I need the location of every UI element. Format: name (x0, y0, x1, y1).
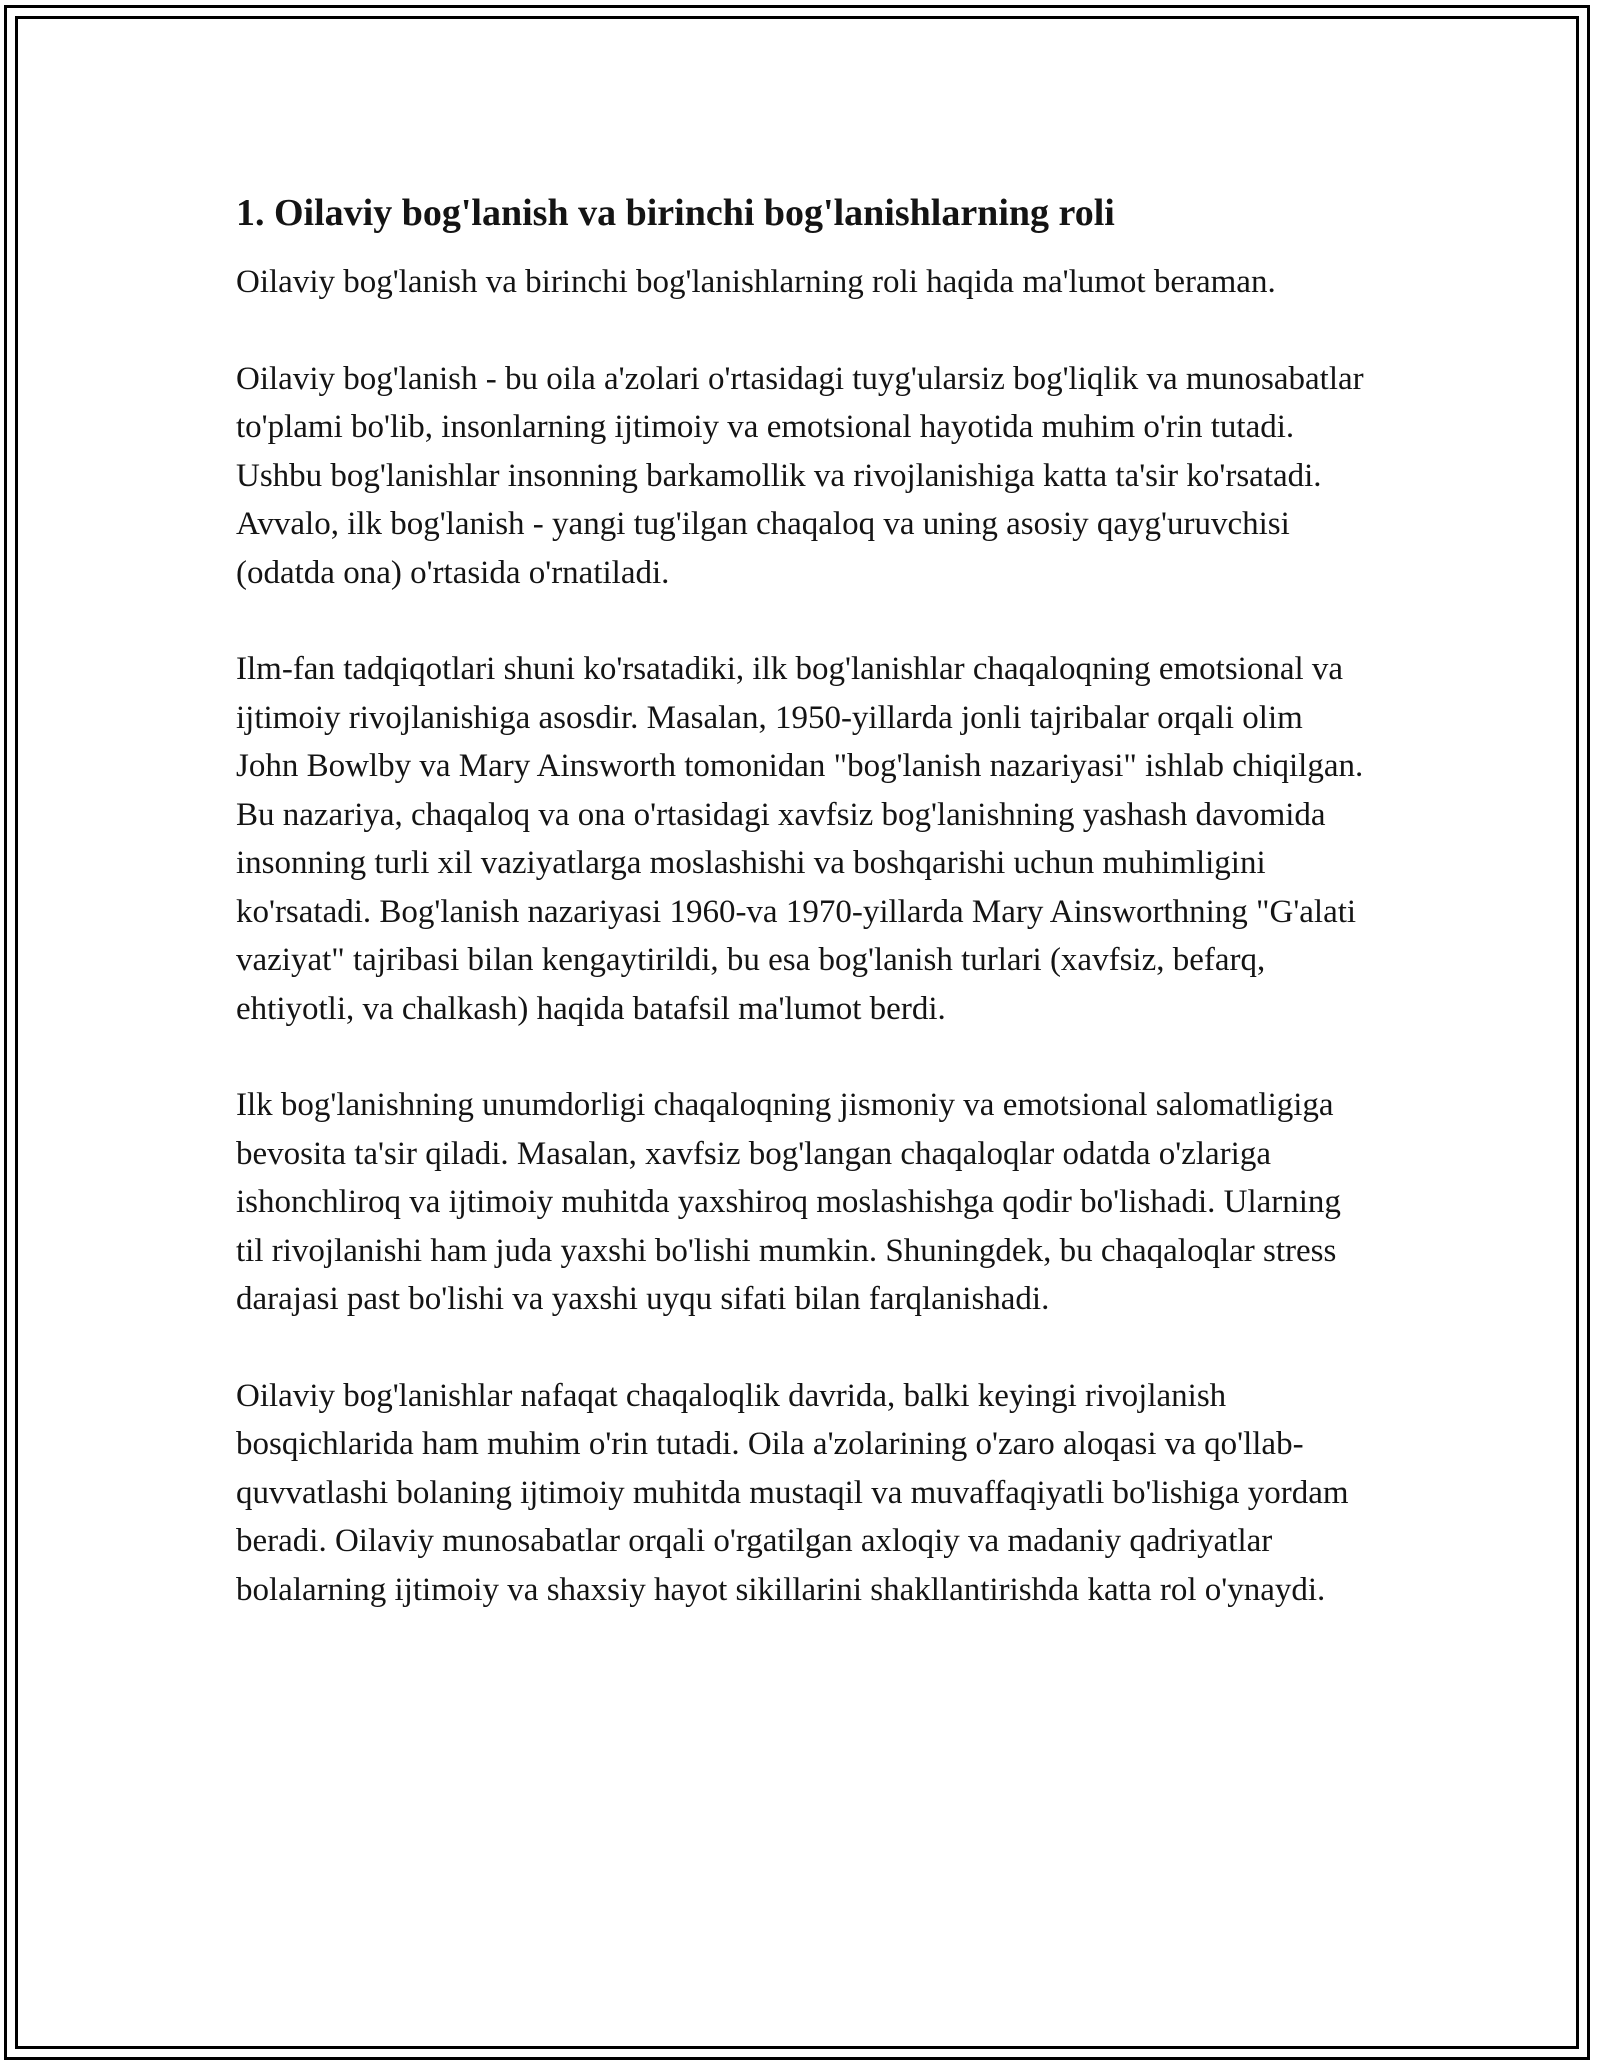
paragraph-attachment-theory: Ilm-fan tadqiqotlari shuni ko'rsatadiki, ilk bog'lanishlar chaqaloqning emotsional va ijtimoiy rivojlanishiga asosdir. Masalan, 1950-yillarda jonli tajribalar orqali olim John Bowlby va Mary Ainsworth tomonidan "bog'lanish nazariyasi" ishlab chiqilgan. Bu nazariya, chaqaloq va ona o'rtasidagi xavfsiz bog'lanishning yashash davomida insonning turli xil vaziyatlarga moslashishi va boshqarishi uchun muhimligini ko'rsatadi. Bog'lanish nazariyasi 1960-va 1970-yillarda Mary Ainsworthning "G'alati vaziyat" tajribasi bilan kengaytirildi, bu esa bog'lanish turlari (xavfsiz, befarq, ehtiyotli, va chalkash) haqida batafsil ma'lumot berdi. (236, 651, 1364, 1027)
document-title: 1. Oilaviy bog'lanish va birinchi bog'lanishlarning roli (236, 192, 1115, 234)
paragraph-early-attachment-effects: Ilk bog'lanishning unumdorligi chaqaloqning jismoniy va emotsional salomatligiga bevosita ta'sir qiladi. Masalan, xavfsiz bog'langan chaqaloqlar odatda o'zlariga ishonchliroq va ijtimoiy muhitda yaxshiroq moslashishga qodir bo'lishadi. Ularning til rivojlanishi ham juda yaxshi bo'lishi mumkin. Shuningdek, bu chaqaloqlar stress darajasi past bo'lishi va yaxshi uyqu sifati bilan farqlanishadi. (236, 1087, 1341, 1317)
paragraph-intro: Oilaviy bog'lanish va birinchi bog'lanishlarning roli haqida ma'lumot beraman. (236, 264, 1276, 300)
paragraph-family-role: Oilaviy bog'lanishlar nafaqat chaqaloqlik davrida, balki keyingi rivojlanish bosqichlarida ham muhim o'rin tutadi. Oila a'zolarining o'zaro aloqasi va qo'llab-quvvatlashi bolaning ijtimoiy muhitda mustaqil va muvaffaqiyatli bo'lishiga yordam beradi. Oilaviy munosabatlar orqali o'rgatilgan axloqiy va madaniy qadriyatlar bolalarning ijtimoiy va shaxsiy hayot sikillarini shakllantirishda katta rol o'ynaydi. (236, 1377, 1349, 1608)
document-body (236, 186, 1366, 1662)
paragraph-definition: Oilaviy bog'lanish - bu oila a'zolari o'rtasidagi tuyg'ularsiz bog'liqlik va munosabatlar to'plami bo'lib, insonlarning ijtimoiy va emotsional hayotida muhim o'rin tutadi. Ushbu bog'lanishlar insonning barkamollik va rivojlanishiga katta ta'sir ko'rsatadi. Avvalo, ilk bog'lanish - yangi tug'ilgan chaqaloq va uning asosiy qayg'uruvchisi (odatda ona) o'rtasida o'rnatiladi. (236, 360, 1364, 591)
